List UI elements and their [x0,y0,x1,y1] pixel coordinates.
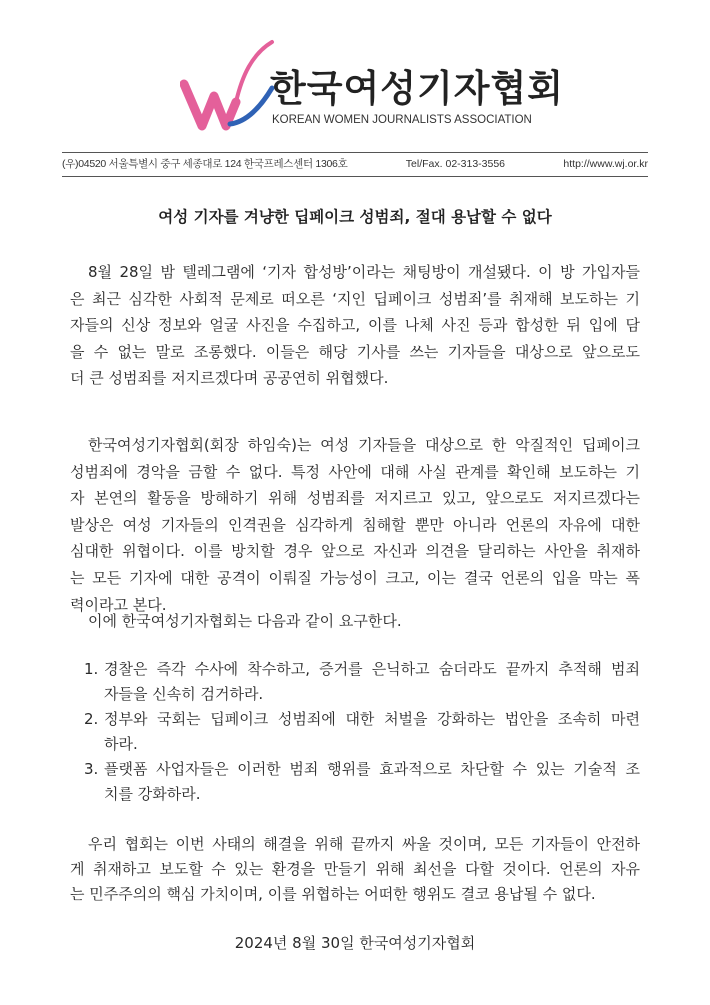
demand-1-line: 자들을 신속히 검거하라. [104,684,264,703]
demand-2-line: 정부와 국회는 딥페이크 성범죄에 대한 처벌을 강화하는 법안을 조속히 마련 [104,710,640,728]
org-name-english: KOREAN WOMEN JOURNALISTS ASSOCIATION [272,114,532,126]
paragraph-1-line: 자들의 신상 정보와 얼굴 사진을 수집하고, 이를 나체 사진 등과 합성한 뒤 입에 담 [70,316,640,335]
contact-line [62,158,648,171]
paragraph-2-line: 력이라고 본다. [70,595,167,614]
closing-paragraph-line: 게 취재하고 보도할 수 있는 환경을 만들기 위해 최선을 다할 것이다. 언론의 자유 [70,860,640,878]
paragraph-2-line: 는 모든 기자에 대한 공격이 이뤄질 가능성이 크고, 이는 결국 언론의 입을 막는 폭 [70,569,640,587]
demand-1-line: 경찰은 즉각 수사에 착수하고, 증거를 은닉하고 숨더라도 끝까지 추적해 범죄 [104,660,640,678]
paragraph-1-line: 더 큰 성범죄를 저지르겠다며 공공연히 위협했다. [70,369,389,388]
paragraph-2-line: 발상은 여성 기자들의 인격권을 심각하게 침해할 뿐만 아니라 언론의 자유에 대한 [70,515,640,534]
paragraph-2-line: 한국여성기자협회(회장 하임숙)는 여성 기자들을 대상으로 한 악질적인 딥페이크 [88,436,640,454]
demand-3-line: 치를 강화하라. [104,784,201,803]
demand-2-line: 하라. [104,734,138,753]
header-rule-top [62,152,648,153]
paragraph-1-line: 을 수 없는 말로 조롱했다. 이들은 해당 기사를 쓰는 기자들을 대상으로 앞으로도 [70,342,640,361]
demand-number: 1. [84,660,99,678]
paragraph-3-line: 이에 한국여성기자협회는 다음과 같이 요구한다. [88,612,402,630]
paragraph-2-line: 성범죄에 경악을 금할 수 없다. 특정 사안에 대해 사실 관계를 확인해 보도하는 기 [70,462,640,481]
paragraph-2-line: 심대한 위협이다. 이를 방치할 경우 앞으로 자신과 의견을 달리하는 사안을 취재하 [70,542,640,561]
header-rule-bottom [62,176,648,177]
signature-date: 2024년 8월 30일 한국여성기자협회 [234,934,476,952]
address: (우)04520 서울특별시 중구 세종대로 124 한국프레스센터 1306호 [62,158,348,170]
logo-icon [180,36,275,131]
paragraph-1-line: 8월 28일 밤 텔레그램에 ‘기자 합성방’이라는 채팅방이 개설됐다. 이 방 가입자들 [88,263,640,281]
paragraph-2-line: 자 본연의 활동을 방해하기 위해 성범죄를 저지르고 있고, 앞으로도 저지르겠다는 [70,489,640,508]
org-name-korean: 한국여성기자협회 [270,67,564,110]
tel-fax: Tel/Fax. 02-313-3556 [405,158,506,170]
closing-paragraph-line: 우리 협회는 이번 사태의 해결을 위해 끝까지 싸울 것이며, 모든 기자들이 안전하 [88,835,640,853]
demand-3-line: 플랫폼 사업자들은 이러한 범죄 행위를 효과적으로 차단할 수 있는 기술적 조 [104,760,640,778]
closing-paragraph-line: 는 민주주의의 핵심 가치이며, 이를 위협하는 어떠한 행위도 결코 용납될 수 없다. [70,885,596,903]
demand-number: 2. [84,710,99,728]
website-link[interactable]: http://www.wj.or.kr [563,158,648,170]
demand-number: 3. [84,760,99,778]
document-title: 여성 기자를 겨냥한 딥페이크 성범죄, 절대 용납할 수 없다 [158,208,552,226]
paragraph-1-line: 은 최근 심각한 사회적 문제로 떠오른 ‘지인 딥페이크 성범죄’를 취재해 보도하는 기 [70,289,640,308]
